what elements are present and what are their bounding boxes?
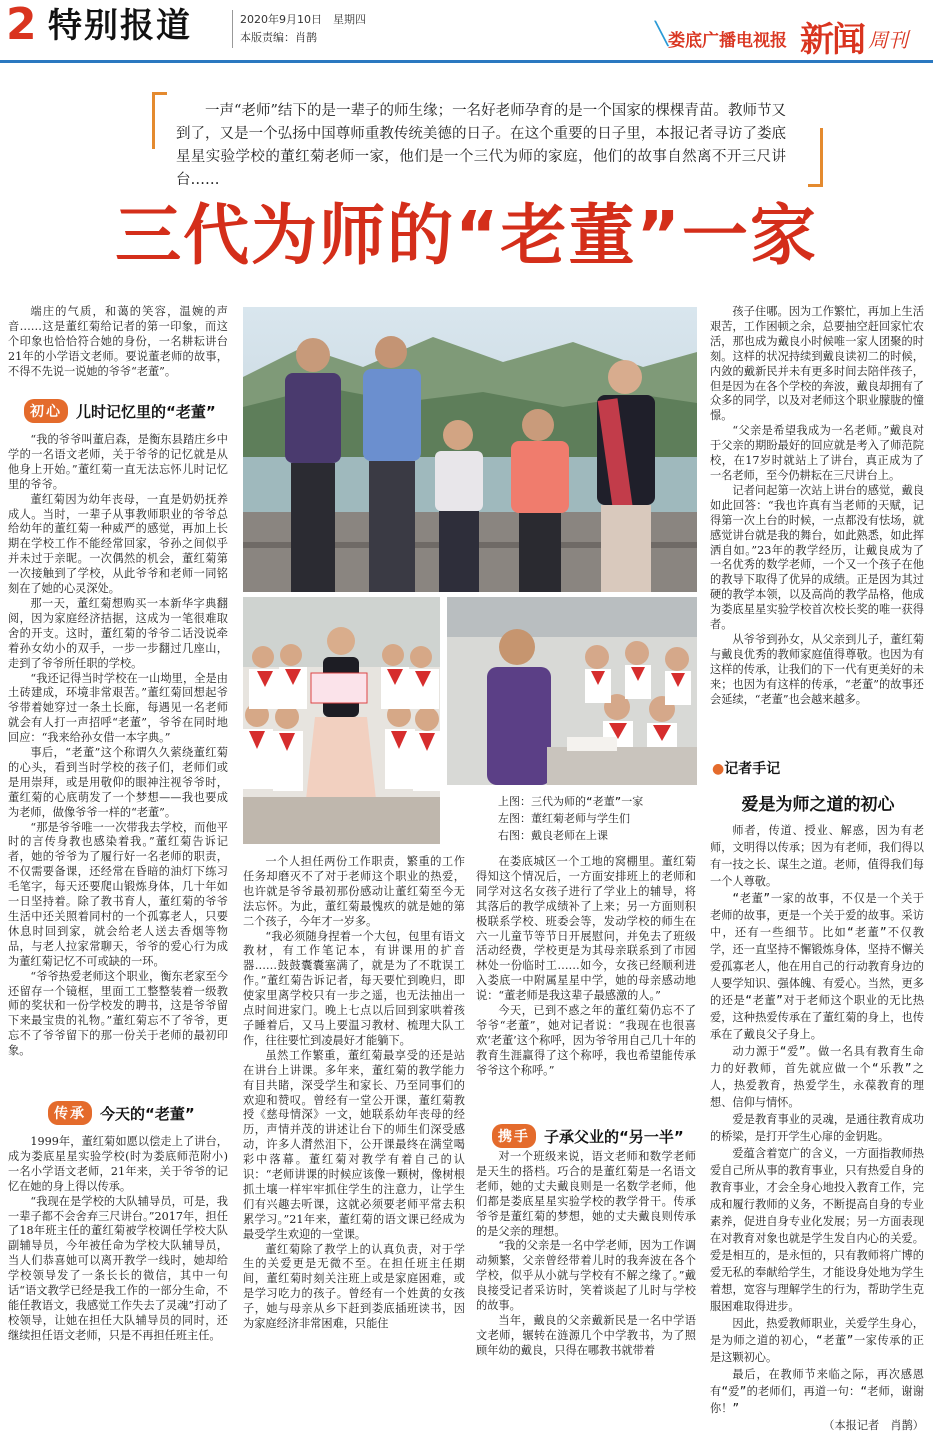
header-rule [0, 60, 933, 63]
subheading-tag: 初心 [24, 399, 68, 423]
brand-slash-icon: ╲ [655, 22, 669, 47]
subheading-tag: 传承 [48, 1101, 92, 1125]
column-1-bottom [8, 1135, 228, 1344]
intro-lead: 一声“老师”结下的是一辈子的师生缘；一名好老师孕育的是一个国家的棵棵青苗。教师节又到了，又是一个弘扬中国尊师重教传统美德的日子。在这个重要的日子里，本报记者寻访了娄底星星实验学校的董红菊老师一家，他们是一个三代为师的家庭，他们的故事自然离不开三尺讲台…… [176, 103, 786, 188]
paragraph: 董红菊因为幼年丧母，一直是奶奶抚养成人。当时，一辈子从事教师职业的爷爷总给幼年的董红菊一种威严的感觉，再加上长期在学校工作不能经常回家，爷孙之间似乎并未过于亲昵。一次偶然的机会，董红菊第一次接触到了学校，从此爷爷和老师一同铭刻在了她的心灵深处。 [8, 492, 228, 596]
paragraph: 当年，戴良的父亲戴新民是一名中学语文老师，辗转在涟源几个中学教书，为了照顾年幼的戴良，只得在哪教书就带着 [476, 1313, 696, 1357]
paragraph: “那是爷爷唯一一次带我去学校，而他平时的言传身教也感染着我。”董红菊告诉记者，她的爷爷为了履行好一名老师的职责，不仅需要备课，还经常在昏暗的油灯下练习毛笔字，每天还要爬山锻炼身体，几十年如一日坚持着。除了教书育人，董红菊的爷爷生活中还关照着同村的一个孤寡老人，只要休息时回到家，就会给老人送去香烟等物品，与老人拉家常聊天，爷爷的爱心行为成为董红菊记忆不可或缺的一环。 [8, 820, 228, 968]
column-3-top [476, 855, 696, 1079]
family-photo [243, 307, 697, 592]
reporter-note [710, 822, 924, 1434]
subheading-title: 子承父业的“另一半” [544, 1127, 684, 1146]
caption-line: 上图：三代为师的“老董”一家 [498, 795, 644, 808]
byline: （本报记者 肖鹊） [823, 1419, 924, 1432]
caption-line: 左图：董红菊老师与学生们 [498, 812, 630, 825]
paragraph: “父亲是希望我成为一名老师。”戴良对于父亲的期盼最好的回应就是考入了师范院校，在17岁时就站上了讲台，真正成为了一名老师，至今仍耕耘在三尺讲台上。 [710, 424, 924, 482]
paragraph: “我的父亲是一名中学老师，因为工作调动频繁，父亲曾经带着儿时的我奔波在各个学校，似乎从小就与学校有不解之缘了。”戴良接受记者采访时，笑着谈起了儿时与学校的故事。 [476, 1239, 696, 1313]
paragraph: 在娄底城区一个工地的窝棚里。董红菊得知这个情况后，一方面安排班上的老师和同学对这名女孩子进行了学业上的辅导，将其落后的教学成绩补了上来；另一方面则积极联系学校、班委会等，发动学校的师生在六一儿童节等节日开展慰问，并免去了班级活动经费，学校更是为其母亲联系到了市园林处一份临时工……如今，女孩已经顺利进入娄底一中附属星星中学，她的母亲感动地说：“董老师是我这辈子最感激的人。” [476, 855, 696, 1003]
paragraph: “爷爷热爱老师这个职业，衡东老家至今还留存一个镜框，里面工工整整装着一级教师的奖状和一份学校发的聘书，这是爷爷留下来最宝贵的礼物。”董红菊忘不了爷爷，更忘不了爷爷留下的那一份关于老师的最初印象。 [8, 969, 228, 1058]
subheading-tag: 携手 [492, 1124, 536, 1148]
paragraph: 爱是教育事业的灵魂，是通往教育成功的桥梁，是打开学生心扉的金钥匙。 [710, 1113, 924, 1143]
paragraph: 记者问起第一次站上讲台的感觉，戴良如此回答：“我也许真有当老师的天赋，记得第一次上台的时候，一点都没有怯场，就感觉讲台就是我的舞台，如此熟悉，如此挥洒自如。”23年的教学经历，让戴良成为了一名优秀的数学老师，一个又一个孩子在他的教导下取得了优异的成绩。正是因为其过硬的教学本领，以及高尚的教学品格，他成为娄底星星实验学校首次校长奖的唯一获得者。 [710, 483, 924, 632]
paragraph: “老董”一家的故事，不仅是一个关于老师的故事，更是一个关于爱的故事。采访中，还有一些细节。比如“老董”不仅教学，还一直坚持不懈锻炼身体，坚持不懈关爱孤寡老人，他在用自己的行动教育身边的人要学知识、强体魄、有爱心。当然，更多的还是“老董”对于老师这个职业的无比热爱，这种热爱传承在了董红菊的身上，也传承在了戴良父子身上。 [710, 892, 924, 1041]
column-3-bottom [476, 1150, 696, 1359]
paragraph: “我必须随身捏着一个大包，包里有语文教材，有工作笔记本，有讲课用的扩音器……鼓鼓囊囊塞满了，就是为了不耽误工作。”董红菊告诉记者，每天要忙到晚归，即使家里离学校只有一步之遥，也无法抽出一点时间进家门。晚上七点以后回到家哄着孩子睡着后，又马上要温习教材、梳理大队工作，往往要忙到凌晨好才能躺下。 [243, 929, 465, 1047]
intro-bracket-top [152, 92, 167, 149]
caption-line: 右图：戴良老师在上课 [498, 829, 608, 842]
teacher-in-class-photo [447, 597, 697, 785]
note-title: 爱是为师之道的初心 [741, 795, 895, 815]
column-4 [710, 305, 924, 707]
photo-caption [498, 793, 643, 844]
paragraph: 从爷爷到孙女，从父亲到儿子，董红菊与戴良优秀的教师家庭值得尊敬。也因为有这样的传承，让我们的下一代有更美好的未来；也因为有这样的传承，“老董”的故事还会延续，“老董”也会越来越多。 [710, 632, 924, 706]
paragraph: 端庄的气质，和蔼的笑容，温婉的声音……这是董红菊给记者的第一印象，而这个印象也恰恰符合她的身份，一名耕耘讲台21年的小学语文老师。要说董老师的故事，不得不先说一说她的爷爷“老董”。 [8, 305, 228, 378]
paragraph: 因此，热爱教师职业，关爱学生身心，是为师之道的初心，“老董”一家传承的正是这颗初心。 [710, 1317, 924, 1364]
paragraph: 今天，已到不惑之年的董红菊仍忘不了爷爷“老董”，她对记者说：“我现在也很喜欢‘老董’这个称呼，因为爷爷用自己几十年的教育生涯赢得了这个称呼，我也希望能传承爷爷这个称呼。” [476, 1004, 696, 1077]
paragraph: 动力源于“爱”。做一名具有教育生命力的好教师，首先就应做一个“乐教”之人，热爱教育，热爱学生，永葆教育的理想、信仰与情怀。 [710, 1045, 924, 1109]
teacher-with-students-photo [243, 597, 440, 844]
paper-weekly: 周刊 [868, 28, 908, 52]
paragraph: 最后，在教师节来临之际，再次感恩有“爱”的老师们，再道一句：“老师，谢谢你！” [710, 1368, 924, 1415]
paragraph: 师者，传道、授业、解惑，因为有老师，文明得以传承；因为有老师，我们得以有一技之长、谋生之道。老师，值得我们每一个人尊敬。 [710, 824, 924, 888]
subheading-3 [492, 1124, 684, 1148]
paragraph: 爱蕴含着宽广的含义，一方面指教师热爱自己所从事的教育事业，只有热爱自身的教育事业，才会全身心地投入教育工作，完成和履行教师的义务，不断提高自身的专业素养，促进自身专业化发展；另一方面表现在对教育对象也就是学生发自内心的关爱。爱是相互的，是永恒的，只有教师将广博的爱无私的奉献给学生，才能设身处地为学生着想，宽容与理解学生的行为，帮助学生克服困难取得进步。 [710, 1147, 924, 1313]
column-2 [243, 855, 465, 1332]
paragraph: 一个人担任两份工作职责，繁重的工作任务却磨灭不了对于老师这个职业的热爱，也许就是爷爷最初那份感动让董红菊至今无法忘怀。为此，董红菊最愧疚的就是她的第二个孩子，今年才一岁多。 [243, 855, 465, 928]
paragraph: 董红菊除了教学上的认真负责，对于学生的关爱更是无微不至。在担任班主任期间，董红菊时刻关注班上或是家庭困难，或是学习吃力的孩子。曾经有一个姓黄的女孩子，她与母亲从乡下赶到娄底插班读书，因为家庭经济非常困难，只能住 [243, 1242, 465, 1331]
subheading-2 [48, 1101, 195, 1125]
paragraph: 虽然工作繁重，董红菊最享受的还是站在讲台上讲课。多年来，董红菊的教学能力有目共睹，深受学生和家长、乃至同事们的欢迎和赞叹。曾经有一堂公开课，董红菊教授《慈母情深》一文，她联系幼年丧母的经历，声情并茂的讲述让台下的师生们深受感动，许多人潸然泪下，公开课最终在满堂喝彩中落幕。董红菊对教学有着自己的认识：“老师讲课的时候应该像一颗树，像树根抓土壤一样牢牢抓住学生的注意力，让学生们有兴趣去听课，这就必须要老师平常去积累学习。”21年来，董红菊的语文课已经成为最受学生欢迎的一堂课。 [243, 1048, 465, 1241]
issue-date: 2020年9月10日 星期四 [240, 13, 366, 26]
paragraph: “我还记得当时学校在一山坳里，全是由土砖建成，环境非常艰苦。”董红菊回想起爷爷带着她穿过一条土长廊，每遇见一名老师就会有人打一声招呼“老董”，爷爷在同时地回应：“我来给孙女借一本字典。” [8, 671, 228, 745]
paragraph: 事后，“老董”这个称谓久久萦绕董红菊的心头，看到当时学校的孩子们，老师们或是用崇拜，或是用敬仰的眼神注视爷爷时，董红菊的心底萌发了一个梦想——我也要成为老师，做像爷爷一样的“老董”。 [8, 746, 228, 819]
page-editor: 本版责编：肖鹊 [240, 31, 317, 44]
intro-bracket-bottom [808, 128, 823, 187]
paragraph: 孩子住哪。因为工作繁忙，再加上生活艰苦，工作困顿之余，总要抽空赶回家忙农活，那也成为戴良小时候唯一家人团聚的时刻。这样的状况持续到戴良读初二的时候，内敛的戴新民并未有更多时间去陪伴孩子，但是因为在各个学校的奔波，戴良却拥有了众多的同学，以及对老师这个职业朦胧的憧憬。 [710, 305, 924, 423]
paragraph: “我的爷爷叫董启森，是衡东县踏庄乡中学的一名语文老师，关于爷爷的记忆就是从他身上开始。”董红菊一直无法忘怀儿时记忆里的爷爷。 [8, 433, 228, 491]
note-label-text: 记者手记 [724, 761, 781, 777]
note-label [712, 758, 780, 778]
column-1-top [8, 305, 228, 380]
bullet-icon: ● [712, 761, 725, 777]
headline: 三代为师的“老董”一家 [115, 197, 818, 274]
subheading-1 [24, 399, 216, 423]
paragraph: “我现在是学校的大队辅导员，可是，我一辈子都不会舍弃三尺讲台。”2017年，担任了18年班主任的董红菊被学校调任学校大队副辅导员，今年被任命为学校大队辅导员，当人们恭喜她可以离开教学一线时，她却给学校领导发了一条长长的微信，其中一句话“语文教学已经是我工作的一部分生命，不能任教语文，我感觉工作失去了灵魂”打动了校领导，让她在担任大队辅导员的同时，还继续担任语文老师，只是不再担任班主任。 [8, 1194, 228, 1342]
subheading-title: 今天的“老董” [100, 1104, 195, 1123]
column-1-middle [8, 433, 228, 1059]
paragraph: 对一个班级来说，语文老师和数学老师是天生的搭档。巧合的是董红菊是一名语文老师，她的丈夫戴良则是一名数学老师，他们都是娄底星星实验学校的教学骨干。传承爷爷是董红菊的梦想，她的丈夫戴良则传承的是父亲的理想。 [476, 1150, 696, 1238]
brand-name: 娄底广播电视报 [668, 31, 787, 51]
paragraph: 那一天，董红菊想购买一本新华字典翻阅，因为家庭经济拮据，这成为一笔很难取舍的开支。这时，董红菊的爷爷二话没说牵着孙女幼小的双手，一步一步翻过几座山，走到了爷爷所任职的学校。 [8, 596, 228, 670]
header-divider [232, 10, 233, 48]
section-title: 特别报道 [48, 6, 192, 46]
subheading-title: 儿时记忆里的“老董” [76, 402, 216, 421]
page-number: 2 [6, 0, 37, 50]
paragraph: 1999年，董红菊如愿以偿走上了讲台，成为娄底星星实验学校(时为娄底师范附小)一名小学语文老师，21年来，关于爷爷的记忆在她的身上得以传承。 [8, 1135, 228, 1193]
paper-name: 新闻 [800, 20, 864, 60]
